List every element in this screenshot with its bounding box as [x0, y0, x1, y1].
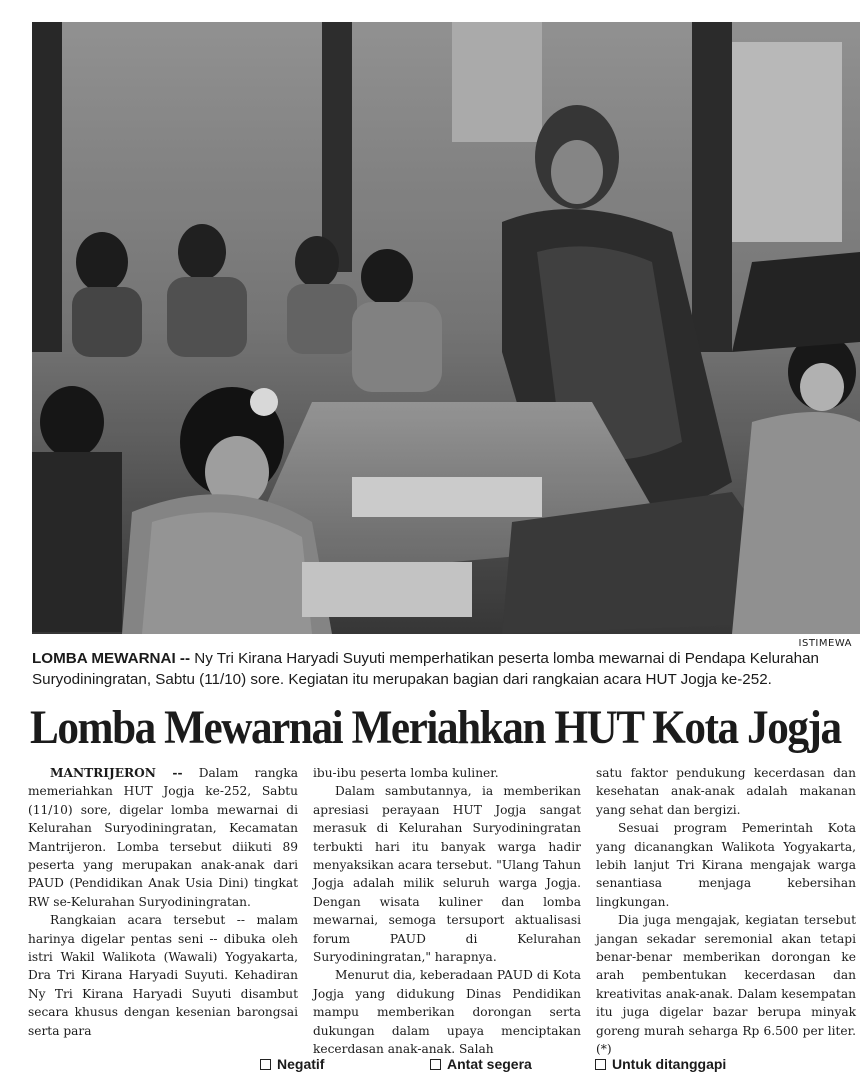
form-option-untuk: Untuk ditanggapi — [595, 1056, 726, 1072]
clipping-form-strip — [10, 1054, 860, 1075]
checkbox-icon — [595, 1059, 606, 1070]
article-body — [28, 764, 864, 1064]
headline: Lomba Mewarnai Meriahkan HUT Kota Jogja — [30, 701, 841, 754]
article-column-3 — [596, 764, 856, 1064]
paragraph: Sesuai program Pemerintah Kota yang dicanangkan Walikota Yogyakarta, lebih lanjut Tri Kirana mengajak warga senantiasa menjaga kebersihan lingkungan. — [596, 821, 856, 909]
photo-credit: ISTIMEWA — [798, 638, 852, 649]
form-option-antat: Antat segera — [430, 1056, 532, 1072]
photo-caption — [32, 648, 862, 690]
caption-lead: LOMBA MEWARNAI -- — [32, 650, 191, 667]
checkbox-icon — [260, 1059, 271, 1070]
article-column-2 — [313, 764, 581, 1064]
form-option-negatif: Negatif — [260, 1056, 324, 1072]
paragraph: Menurut dia, keberadaan PAUD di Kota Jogja yang didukung Dinas Pendidikan mampu memberikan dorongan serta dukungan dalam upaya menciptakan kecerdasan anak-anak. Salah — [313, 968, 581, 1057]
photo-illustration — [32, 22, 860, 634]
paragraph: Dalam sambutannya, ia memberikan apresiasi perayaan HUT Jogja sangat merasuk di Kelurahan Suryodiningratan terbukti hari itu banyak warga hadir menyaksikan acara tersebut. "Ulang Tahun Jogja adalah milik seluruh warga Jogja. Dengan wisata kuliner dan lomba mewarnai, semoga tersuport aktualisasi forum PAUD di Kelurahan Suryodiningratan," harapnya. — [313, 784, 581, 965]
dateline: MANTRIJERON -- — [50, 766, 183, 780]
paragraph: Dalam rangka memeriahkan HUT Jogja ke-252, Sabtu (11/10) sore, digelar lomba mewarnai di Kelurahan Suryodiningratan, Kecamatan Mantrijeron. Lomba tersebut diikuti 89 peserta yang merupakan anak-anak dari PAUD (Pendidikan Anak Usia Dini) tingkat RW se-Kelurahan Suryodiningratan. — [28, 766, 298, 909]
caption-text: Ny Tri Kirana Haryadi Suyuti memperhatikan peserta lomba mewarnai di Pendapa Kelurahan Suryodiningratan, Sabtu (11/10) sore. Kegiatan itu merupakan bagian dari rangkaian acara HUT Jogja ke-252. — [32, 650, 819, 688]
paragraph: Rangkaian acara tersebut -- malam harinya digelar pentas seni -- dibuka oleh istri Wakil Walikota (Wawali) Yogyakarta, Dra Tri Kirana Haryadi Suyuti. Kehadiran Ny Tri Kirana Haryadi Suyuti disambut secara khusus dengan kesenian barongsai serta para — [28, 913, 298, 1038]
paragraph: Dia juga mengajak, kegiatan tersebut jangan sekadar seremonial akan tetapi benar-benar memberikan dorongan ke arah pembentukan kecerdasan dan kreativitas anak-anak. Dalam kesempatan itu juga digelar bazar berupa minyak goreng murah seharga Rp 6.500 per liter. (*) — [596, 913, 856, 1057]
paragraph: ibu-ibu peserta lomba kuliner. — [313, 766, 499, 780]
news-photo — [32, 22, 860, 634]
article-column-1 — [28, 764, 298, 1064]
paragraph: satu faktor pendukung kecerdasan dan kesehatan anak-anak adalah makanan yang sehat dan bergizi. — [596, 766, 856, 817]
checkbox-icon — [430, 1059, 441, 1070]
